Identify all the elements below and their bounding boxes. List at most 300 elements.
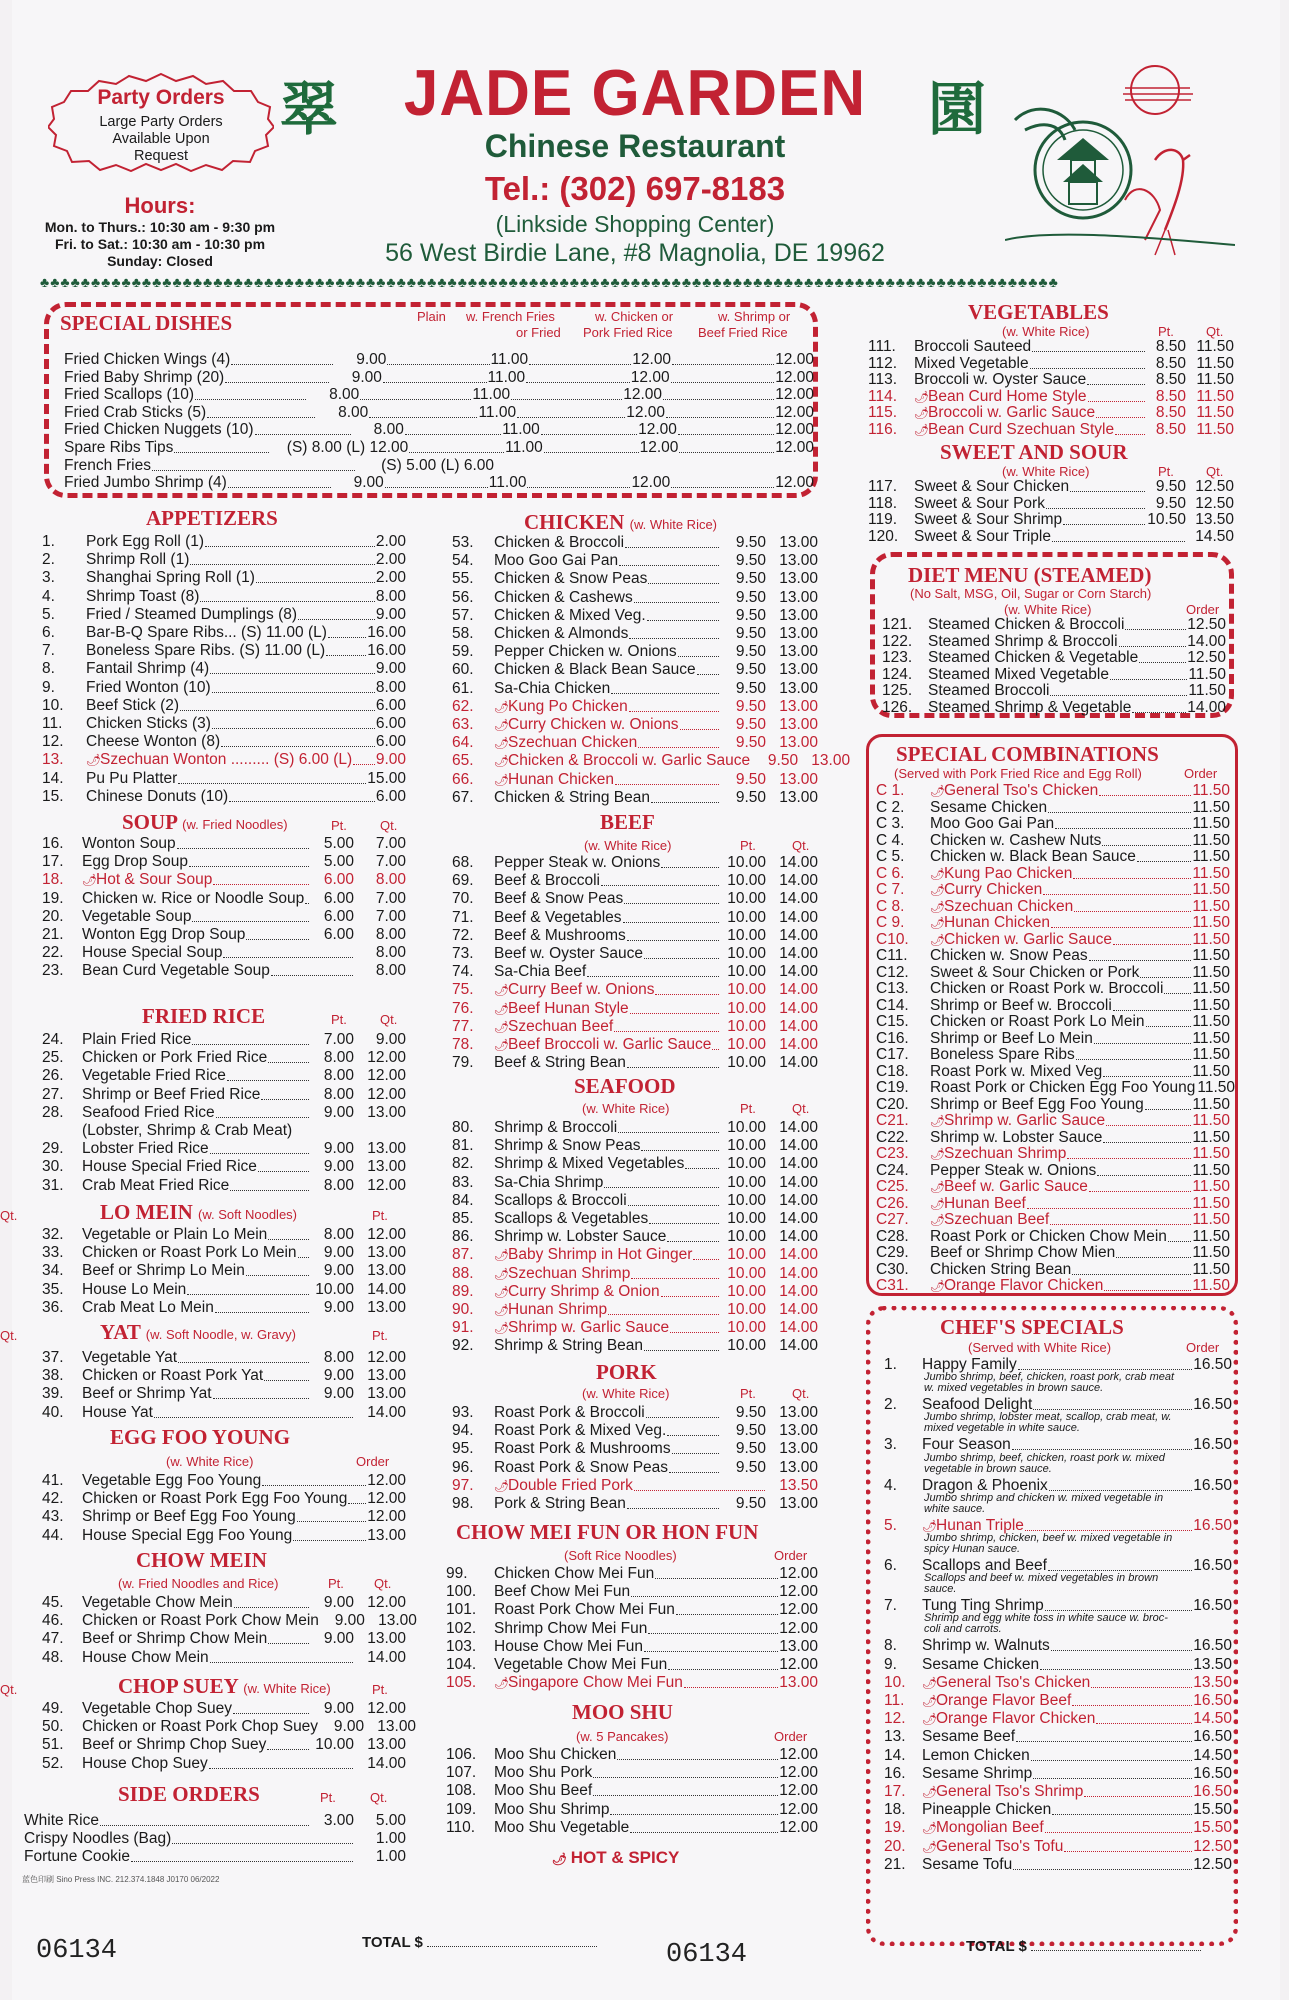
pork-item-row[interactable] bbox=[452, 1477, 818, 1495]
item-name-text: Kung Pao Chicken bbox=[944, 864, 1073, 882]
combos-item-row[interactable] bbox=[876, 1228, 1230, 1246]
special-dish-row[interactable] bbox=[64, 404, 814, 422]
soup-item-row[interactable] bbox=[42, 890, 406, 908]
combos-item-row[interactable] bbox=[876, 931, 1230, 949]
price-order: 11.50 bbox=[1192, 1046, 1230, 1063]
leader-dots bbox=[1030, 368, 1145, 369]
chow-mei-fun-item-row[interactable] bbox=[446, 1565, 818, 1583]
lo-mein-item-row[interactable] bbox=[42, 1262, 406, 1280]
total-field-right[interactable] bbox=[966, 1938, 1201, 1955]
leader-dots bbox=[672, 1453, 719, 1454]
item-number: 3. bbox=[42, 569, 55, 587]
combos-item-row[interactable] bbox=[876, 1195, 1230, 1213]
item-name-text: Hunan Chicken bbox=[508, 770, 614, 788]
diet-item-row[interactable] bbox=[882, 699, 1226, 717]
chefs-item-row[interactable] bbox=[884, 1728, 1232, 1746]
seafood-item-row[interactable] bbox=[452, 1210, 818, 1228]
chop-suey-item-row[interactable] bbox=[42, 1736, 406, 1754]
item-name-text: Dragon & Phoenix bbox=[922, 1476, 1048, 1494]
appetizers-item-row[interactable] bbox=[42, 624, 406, 642]
price-order: 13.00 bbox=[367, 1526, 406, 1544]
price-pint: 9.50 bbox=[735, 679, 766, 697]
leader-dots bbox=[1050, 1224, 1191, 1225]
leader-dots bbox=[676, 1614, 778, 1615]
chow-mei-fun-item-row[interactable] bbox=[446, 1638, 818, 1656]
chefs-item-row[interactable] bbox=[884, 1765, 1232, 1783]
chefs-item-row[interactable] bbox=[884, 1783, 1232, 1801]
appetizers-item-row[interactable] bbox=[42, 642, 406, 660]
lo-mein-item-row[interactable] bbox=[42, 1281, 406, 1299]
item-name bbox=[930, 1228, 1167, 1246]
soup-item-row[interactable] bbox=[42, 944, 406, 962]
seafood-item-row[interactable] bbox=[452, 1301, 818, 1319]
price-quart: 13.00 bbox=[779, 734, 818, 752]
chicken-item-row[interactable] bbox=[452, 680, 818, 698]
item-number: 121. bbox=[882, 616, 913, 633]
sweet-sour-item-row[interactable] bbox=[868, 528, 1234, 546]
item-name bbox=[922, 1692, 1071, 1710]
leader-dots bbox=[587, 976, 719, 977]
moo-shu-title bbox=[572, 1700, 673, 1725]
leader-dots bbox=[527, 487, 630, 488]
price-pint: 9.50 bbox=[735, 1404, 766, 1421]
item-number: C 4. bbox=[876, 831, 905, 849]
combos-item-row[interactable] bbox=[876, 848, 1230, 866]
appetizers-item-row[interactable] bbox=[42, 533, 406, 551]
price-pint: 9.00 bbox=[323, 1140, 354, 1158]
leader-dots bbox=[246, 939, 309, 940]
item-name bbox=[922, 1819, 1044, 1837]
egg-foo-item-row[interactable] bbox=[42, 1490, 406, 1508]
item-name-text: Szechuan Chicken bbox=[508, 734, 638, 752]
vegetables-item-row[interactable] bbox=[868, 421, 1234, 439]
lo-mein-item-row[interactable] bbox=[42, 1226, 406, 1244]
chicken-item-row[interactable] bbox=[452, 534, 818, 552]
chili-pepper-icon: 🌶 bbox=[930, 1114, 946, 1128]
chop-suey-item-row[interactable] bbox=[42, 1718, 417, 1736]
combos-item-row[interactable] bbox=[876, 914, 1230, 932]
item-name-text: Szechuan Beef bbox=[944, 1211, 1050, 1228]
beef-item-row[interactable] bbox=[452, 945, 818, 963]
combos-item-row[interactable] bbox=[876, 1277, 1230, 1295]
special-dish-row[interactable] bbox=[64, 474, 814, 492]
price-pint: 10.00 bbox=[727, 1036, 766, 1053]
price-quart: 14.50 bbox=[1195, 527, 1234, 545]
chili-pepper-icon: 🌶 bbox=[494, 1284, 510, 1299]
fried-rice-item-row[interactable] bbox=[42, 1067, 406, 1085]
pork-item-row[interactable] bbox=[452, 1422, 818, 1440]
appetizers-item-row[interactable] bbox=[42, 788, 406, 806]
item-name-text: Steamed Chicken & Broccoli bbox=[928, 616, 1125, 633]
chicken-item-row[interactable] bbox=[452, 698, 818, 716]
phone-number[interactable]: Tel.: (302) 697-8183 bbox=[484, 170, 786, 207]
price-order: 14.00 bbox=[1187, 698, 1226, 716]
item-name-text: Chicken or Roast Pork Chow Mein bbox=[82, 1612, 319, 1630]
item-name: Fried Jumbo Shrimp (4) bbox=[64, 474, 227, 492]
diet-item-row[interactable] bbox=[882, 633, 1226, 651]
price-pint: 9.00 bbox=[323, 1594, 354, 1611]
chicken-item-row[interactable] bbox=[452, 552, 818, 570]
appetizers-item-row[interactable] bbox=[42, 606, 406, 624]
vegetables-item-row[interactable] bbox=[868, 388, 1234, 406]
soup-item-row[interactable] bbox=[42, 871, 406, 889]
pork-item-row[interactable] bbox=[452, 1440, 818, 1458]
leader-dots bbox=[1096, 417, 1145, 418]
item-number: 89. bbox=[452, 1282, 474, 1300]
price-pint: 9.50 bbox=[735, 534, 766, 551]
fried-rice-item-row[interactable] bbox=[42, 1140, 406, 1158]
chow-mein-item-row[interactable] bbox=[42, 1630, 406, 1648]
chicken-item-row[interactable] bbox=[452, 789, 818, 807]
sweet-sour-note: (w. White Rice) bbox=[1002, 464, 1090, 479]
seafood-item-row[interactable] bbox=[452, 1246, 818, 1264]
chicken-item-row[interactable] bbox=[452, 625, 818, 643]
soup-item-row[interactable] bbox=[42, 908, 406, 926]
seafood-item-row[interactable] bbox=[452, 1192, 818, 1210]
chow-mei-fun-item-row[interactable] bbox=[446, 1583, 818, 1601]
leader-dots bbox=[258, 1171, 309, 1172]
seafood-item-row[interactable] bbox=[452, 1228, 818, 1246]
beef-item-row[interactable] bbox=[452, 854, 818, 872]
yat-item-row[interactable] bbox=[42, 1349, 406, 1367]
chicken-item-row[interactable] bbox=[452, 643, 818, 661]
item-name bbox=[922, 1747, 1030, 1765]
chefs-item-row[interactable] bbox=[884, 1747, 1232, 1765]
price-quart: 13.00 bbox=[779, 1422, 818, 1440]
combos-item-row[interactable] bbox=[876, 1129, 1230, 1147]
chow-mein-item-row[interactable] bbox=[42, 1594, 406, 1612]
price-pint: 10.00 bbox=[727, 1017, 766, 1035]
beef-item-row[interactable] bbox=[452, 963, 818, 981]
price-quart: 14.00 bbox=[779, 1173, 818, 1191]
moo-shu-item-row[interactable] bbox=[446, 1801, 818, 1819]
appetizers-item-row[interactable] bbox=[42, 733, 406, 751]
special-dish-row[interactable] bbox=[64, 386, 814, 404]
chicken-item-row[interactable] bbox=[452, 734, 818, 752]
price-pint: 8.50 bbox=[1155, 354, 1186, 372]
egg-foo-item-row[interactable] bbox=[42, 1527, 406, 1545]
chow-mei-fun-item-row[interactable] bbox=[446, 1601, 818, 1619]
chefs-item-row[interactable] bbox=[884, 1856, 1232, 1874]
fried-rice-item-row[interactable] bbox=[42, 1031, 406, 1049]
combos-note: (Served with Pork Fried Rice and Egg Roll) bbox=[894, 766, 1142, 781]
price-pint: 10.00 bbox=[727, 890, 766, 908]
chicken-item-row[interactable] bbox=[452, 661, 818, 679]
price-pint: 9.00 bbox=[333, 1718, 365, 1736]
item-name bbox=[82, 926, 245, 944]
item-number: 98. bbox=[452, 1495, 474, 1512]
combos-item-row[interactable] bbox=[876, 1096, 1230, 1114]
combos-item-row[interactable] bbox=[876, 1079, 1236, 1097]
item-name bbox=[82, 1594, 233, 1612]
diet-item-row[interactable] bbox=[882, 649, 1226, 667]
pork-item-row[interactable] bbox=[452, 1404, 818, 1422]
seafood-item-row[interactable] bbox=[452, 1319, 818, 1337]
yat-item-row[interactable] bbox=[42, 1385, 406, 1403]
item-name-text: Orange Flavor Chicken bbox=[944, 1277, 1104, 1294]
appetizers-item-row[interactable] bbox=[42, 551, 406, 569]
seafood-title-text: SEAFOOD bbox=[574, 1074, 676, 1098]
item-name-text: Shrimp or Beef Egg Foo Young bbox=[930, 1095, 1144, 1113]
beef-item-row[interactable] bbox=[452, 927, 818, 945]
beef-item-row[interactable] bbox=[452, 909, 818, 927]
chow-mei-fun-item-row[interactable] bbox=[446, 1656, 818, 1674]
seafood-item-row[interactable] bbox=[452, 1337, 818, 1355]
chop-suey-item-row[interactable] bbox=[42, 1755, 406, 1773]
price-order: 16.50 bbox=[1193, 1476, 1232, 1494]
moo-shu-item-row[interactable] bbox=[446, 1746, 818, 1764]
special-dish-row[interactable] bbox=[64, 351, 814, 369]
chow-mei-fun-item-row[interactable] bbox=[446, 1620, 818, 1638]
combos-item-row[interactable] bbox=[876, 898, 1230, 916]
combos-item-row[interactable] bbox=[876, 1046, 1230, 1064]
beef-item-row[interactable] bbox=[452, 1018, 818, 1036]
special-dish-row[interactable] bbox=[64, 421, 814, 439]
pork-item-row[interactable] bbox=[452, 1495, 818, 1513]
item-name-text: Orange Flavor Chicken bbox=[936, 1710, 1096, 1728]
combos-item-row[interactable] bbox=[876, 865, 1230, 883]
egg-foo-item-row[interactable] bbox=[42, 1508, 406, 1526]
sweet-sour-item-row[interactable] bbox=[868, 511, 1234, 529]
chefs-item-row[interactable] bbox=[884, 1656, 1232, 1674]
item-name-text: Beef or Shrimp Chow Mien bbox=[930, 1244, 1116, 1261]
seafood-item-row[interactable] bbox=[452, 1155, 818, 1173]
appetizers-item-row[interactable] bbox=[42, 588, 406, 606]
leader-dots bbox=[668, 1669, 778, 1670]
special-dish-row[interactable] bbox=[64, 369, 814, 387]
sweet-sour-item-row[interactable] bbox=[868, 495, 1234, 513]
combos-item-row[interactable] bbox=[876, 1178, 1230, 1196]
price-order: 11.50 bbox=[1192, 897, 1230, 915]
item-name bbox=[86, 642, 325, 660]
item-number: 53. bbox=[452, 534, 474, 551]
price-quart: 12.00 bbox=[367, 1085, 406, 1103]
price-quart: 7.00 bbox=[375, 835, 406, 852]
chefs-item-row[interactable] bbox=[884, 1692, 1232, 1710]
item-name-text: Shrimp & Broccoli bbox=[494, 1119, 618, 1136]
fried-rice-item-row[interactable] bbox=[42, 1122, 406, 1140]
beef-item-row[interactable] bbox=[452, 1054, 818, 1072]
price-order: 11.50 bbox=[1192, 980, 1230, 997]
soup-item-row[interactable] bbox=[42, 962, 406, 980]
item-name bbox=[922, 1856, 1012, 1874]
combos-item-row[interactable] bbox=[876, 881, 1230, 899]
chow-mei-fun-item-row[interactable] bbox=[446, 1674, 818, 1692]
vegetables-item-row[interactable] bbox=[868, 338, 1234, 356]
fried-rice-item-row[interactable] bbox=[42, 1177, 406, 1195]
special-dish-row[interactable] bbox=[64, 457, 494, 475]
item-name-text: Roast Pork & Mushrooms bbox=[494, 1440, 671, 1458]
sweet-sour-item-row[interactable] bbox=[868, 478, 1234, 496]
fried-rice-item-row[interactable] bbox=[42, 1086, 406, 1104]
price-col-4: 12.00 bbox=[775, 439, 815, 456]
item-number: 116. bbox=[868, 420, 898, 438]
item-name-text: Chicken & String Bean bbox=[494, 788, 650, 806]
item-number: 77. bbox=[452, 1017, 474, 1035]
yat-item-row[interactable] bbox=[42, 1367, 406, 1385]
item-name-text: Pu Pu Platter bbox=[86, 769, 178, 787]
item-number: 104. bbox=[446, 1656, 477, 1673]
combos-item-row[interactable] bbox=[876, 1211, 1230, 1229]
appetizers-item-row[interactable] bbox=[42, 697, 406, 715]
total-field-left[interactable] bbox=[362, 1934, 597, 1951]
chicken-item-row[interactable] bbox=[452, 771, 818, 789]
side-item-row[interactable] bbox=[24, 1848, 406, 1866]
special-dish-row[interactable] bbox=[64, 439, 814, 457]
item-number: 51. bbox=[42, 1736, 64, 1754]
egg-foo-item-row[interactable] bbox=[42, 1472, 406, 1490]
chefs-item-row[interactable] bbox=[884, 1674, 1232, 1692]
leader-dots bbox=[305, 903, 309, 904]
combos-item-row[interactable] bbox=[876, 1261, 1230, 1279]
chow-mein-item-row[interactable] bbox=[42, 1649, 406, 1667]
seafood-item-row[interactable] bbox=[452, 1137, 818, 1155]
diet-item-row[interactable] bbox=[882, 682, 1226, 700]
leader-dots bbox=[1074, 911, 1191, 912]
chefs-item-row[interactable] bbox=[884, 1819, 1232, 1837]
item-name-text: Fantail Shrimp (4) bbox=[86, 660, 210, 678]
item-number: 56. bbox=[452, 588, 474, 606]
item-name bbox=[930, 799, 1047, 817]
yat-item-row[interactable] bbox=[42, 1404, 406, 1422]
combos-item-row[interactable] bbox=[876, 1063, 1230, 1081]
appetizers-item-row[interactable] bbox=[42, 751, 406, 769]
beef-item-row[interactable] bbox=[452, 981, 818, 999]
fried-rice-item-row[interactable] bbox=[42, 1049, 406, 1067]
moo-shu-item-row[interactable] bbox=[446, 1782, 818, 1800]
vegetables-item-row[interactable] bbox=[868, 355, 1234, 373]
item-name-text: Chicken & Snow Peas bbox=[494, 570, 648, 588]
pork-item-row[interactable] bbox=[452, 1459, 818, 1477]
item-number: 12. bbox=[884, 1710, 906, 1728]
price-order: 13.00 bbox=[779, 1674, 818, 1692]
leader-dots bbox=[1089, 960, 1192, 961]
combos-item-row[interactable] bbox=[876, 782, 1230, 800]
item-name bbox=[494, 607, 646, 625]
side-item-row[interactable] bbox=[24, 1812, 406, 1830]
soup-item-row[interactable] bbox=[42, 926, 406, 944]
chop-suey-item-row[interactable] bbox=[42, 1700, 406, 1718]
combos-item-row[interactable] bbox=[876, 799, 1230, 817]
combos-item-row[interactable] bbox=[876, 1244, 1230, 1262]
appetizers-item-row[interactable] bbox=[42, 660, 406, 678]
item-name bbox=[494, 625, 628, 643]
item-name-text: Sweet & Sour Pork bbox=[914, 494, 1045, 512]
combos-item-row[interactable] bbox=[876, 1145, 1230, 1163]
chefs-item-row[interactable] bbox=[884, 1637, 1232, 1655]
fried-rice-item-row[interactable] bbox=[42, 1104, 406, 1122]
price-order: 11.50 bbox=[1192, 881, 1230, 898]
appetizers-item-row[interactable] bbox=[42, 569, 406, 587]
chicken-item-row[interactable] bbox=[452, 607, 818, 625]
combos-item-row[interactable] bbox=[876, 964, 1230, 982]
item-name-text: Moo Goo Gai Pan bbox=[930, 815, 1055, 832]
combos-item-row[interactable] bbox=[876, 980, 1230, 998]
item-number: 1. bbox=[42, 533, 55, 550]
combos-item-row[interactable] bbox=[876, 1013, 1230, 1031]
side-item-row[interactable] bbox=[24, 1830, 406, 1848]
moo-shu-item-row[interactable] bbox=[446, 1819, 818, 1837]
seafood-item-row[interactable] bbox=[452, 1283, 818, 1301]
diet-item-row[interactable] bbox=[882, 666, 1226, 684]
soup-item-row[interactable] bbox=[42, 835, 406, 853]
price-order: 11.50 bbox=[1192, 798, 1230, 816]
lo-mein-item-row[interactable] bbox=[42, 1244, 406, 1262]
appetizers-item-row[interactable] bbox=[42, 715, 406, 733]
col-pt: Pt. bbox=[372, 1328, 388, 1343]
combos-item-row[interactable] bbox=[876, 1112, 1230, 1130]
vegetables-item-row[interactable] bbox=[868, 371, 1234, 389]
price-order: 12.50 bbox=[1193, 1855, 1232, 1873]
price-quart: 12.00 bbox=[367, 1349, 406, 1366]
combos-item-row[interactable] bbox=[876, 1030, 1230, 1048]
item-name-text: Moo Shu Beef bbox=[494, 1782, 593, 1800]
diet-item-row[interactable] bbox=[882, 616, 1226, 634]
item-number: 24. bbox=[42, 1031, 64, 1048]
item-name bbox=[930, 1129, 1102, 1147]
chow-mein-item-row[interactable] bbox=[42, 1612, 417, 1630]
item-number: C11. bbox=[876, 947, 908, 964]
item-name bbox=[86, 679, 211, 697]
moo-shu-item-row[interactable] bbox=[446, 1764, 818, 1782]
chefs-item-row[interactable] bbox=[884, 1801, 1232, 1819]
item-name bbox=[82, 1367, 263, 1385]
chow-mei-fun-title bbox=[456, 1520, 758, 1545]
beef-item-row[interactable] bbox=[452, 1000, 818, 1018]
leader-dots bbox=[195, 399, 306, 400]
beef-item-row[interactable] bbox=[452, 1036, 818, 1054]
lo-mein-item-row[interactable] bbox=[42, 1299, 406, 1317]
chefs-item-row[interactable] bbox=[884, 1838, 1232, 1856]
item-name bbox=[82, 1299, 214, 1317]
appetizers-item-row[interactable] bbox=[42, 679, 406, 697]
item-name bbox=[914, 495, 1045, 513]
item-number: 20. bbox=[42, 907, 64, 925]
price-order: 6.00 bbox=[375, 696, 406, 714]
combos-item-row[interactable] bbox=[876, 815, 1230, 833]
combos-item-row[interactable] bbox=[876, 832, 1230, 850]
chicken-item-row[interactable] bbox=[452, 752, 851, 770]
seafood-item-row[interactable] bbox=[452, 1265, 818, 1283]
price-order: 11.50 bbox=[1192, 947, 1230, 964]
appetizers-item-row[interactable] bbox=[42, 770, 406, 788]
seafood-item-row[interactable] bbox=[452, 1119, 818, 1137]
vegetables-item-row[interactable] bbox=[868, 404, 1234, 422]
price-quart: 14.00 bbox=[779, 999, 818, 1017]
chili-pepper-icon: 🌶 bbox=[930, 899, 946, 914]
chicken-item-row[interactable] bbox=[452, 716, 818, 734]
fried-rice-item-row[interactable] bbox=[42, 1158, 406, 1176]
price-pint: 9.50 bbox=[735, 552, 766, 570]
soup-item-row[interactable] bbox=[42, 853, 406, 871]
beef-item-row[interactable] bbox=[452, 890, 818, 908]
item-name bbox=[930, 1063, 1102, 1081]
item-number: 124. bbox=[882, 665, 913, 683]
beef-item-row[interactable] bbox=[452, 872, 818, 890]
price-pint: 8.00 bbox=[323, 1067, 354, 1085]
combos-item-row[interactable] bbox=[876, 1162, 1230, 1180]
combos-item-row[interactable] bbox=[876, 997, 1230, 1015]
chefs-item-row[interactable] bbox=[884, 1710, 1232, 1728]
combos-item-row[interactable] bbox=[876, 947, 1230, 965]
item-number: 18. bbox=[884, 1801, 906, 1819]
chicken-item-row[interactable] bbox=[452, 589, 818, 607]
seafood-item-row[interactable] bbox=[452, 1174, 818, 1192]
item-name bbox=[494, 1018, 613, 1036]
price-quart: 14.00 bbox=[779, 1191, 818, 1209]
leader-dots bbox=[264, 1380, 309, 1381]
chicken-item-row[interactable] bbox=[452, 570, 818, 588]
